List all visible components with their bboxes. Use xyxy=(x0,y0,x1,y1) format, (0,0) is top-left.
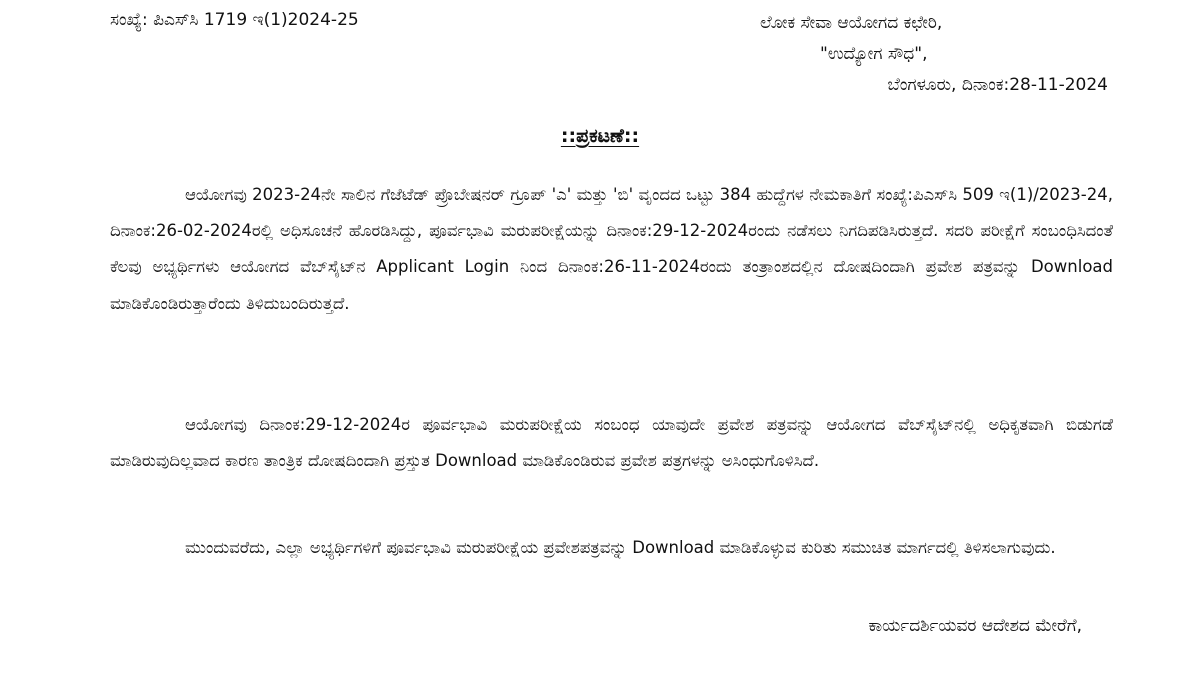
office-building: "ಉದ್ಯೋಗ ಸೌಧ", xyxy=(820,44,928,64)
notice-paragraph-3: ಮುಂದುವರೆದು, ಎಲ್ಲಾ ಅಭ್ಯರ್ಥಿಗಳಿಗೆ ಪೂರ್ವಭಾವಿ ಮರುಪರೀಕ್ಷೆಯ ಪ್ರವೇಶಪತ್ರವನ್ನು Download ಮಾಡಿಕೊಳ್ಳುವ ಕುರಿತು ಸಮುಚಿತ ಮಾರ್ಗದಲ್ಲಿ ತಿಳಿಸಲಾಗುವುದು. xyxy=(185,538,1056,557)
office-address-block xyxy=(748,8,1108,101)
notice-paragraph-1: ಆಯೋಗವು 2023-24ನೇ ಸಾಲಿನ ಗೆಜೆಟೆಡ್ ಪ್ರೊಬೇಷನರ್ ಗ್ರೂಪ್ 'ಎ' ಮತ್ತು 'ಬಿ' ವೃಂದದ ಒಟ್ಟು 384 ಹುದ್ದೆಗಳ ನೇಮಕಾತಿಗೆ ಸಂಖ್ಯೆ:ಪಿಎಸ್‌ಸಿ 509 ಇ(1)/2023-24, ದಿನಾಂಕ:26-02-2024ರಲ್ಲಿ ಅಧಿಸೂಚನೆ ಹೊರಡಿಸಿದ್ದು, ಪೂರ್ವಭಾವಿ ಮರುಪರೀಕ್ಷೆಯನ್ನು ದಿನಾಂಕ:29-12-2024ರಂದು ನಡೆಸಲು ನಿಗದಿಪಡಿಸಿರುತ್ತದೆ. ಸದರಿ ಪರೀಕ್ಷೆಗೆ ಸಂಬಂಧಿಸಿದಂತೆ ಕೆಲವು ಅಭ್ಯರ್ಥಿಗಳು ಆಯೋಗದ ವೆಬ್‌ಸೈಟ್‌ನ Applicant Login ನಿಂದ ದಿನಾಂಕ:26-11-2024ರಂದು ತಂತ್ರಾಂಶದಲ್ಲಿನ ದೋಷದಿಂದಾಗಿ ಪ್ರವೇಶ ಪತ್ರವನ್ನು Download ಮಾಡಿಕೊಂಡಿರುತ್ತಾರೆಂದು ತಿಳಿದುಬಂದಿರುತ್ತದೆ. xyxy=(110,185,1113,313)
reference-number: ಸಂಖ್ಯೆ: ಪಿಎಸ್‌ಸಿ 1719 ಇ(1)2024-25 xyxy=(110,10,359,30)
notice-heading: ::ಪ್ರಕಟಣೆ:: xyxy=(560,125,640,147)
office-name: ಲೋಕ ಸೇವಾ ಆಯೋಗದ ಕಛೇರಿ, xyxy=(760,13,943,33)
notice-paragraph-2: ಆಯೋಗವು ದಿನಾಂಕ:29-12-2024ರ ಪೂರ್ವಭಾವಿ ಮರುಪರೀಕ್ಷೆಯ ಸಂಬಂಧ ಯಾವುದೇ ಪ್ರವೇಶ ಪತ್ರವನ್ನು ಆಯೋಗದ ವೆಬ್‌ಸೈಟ್‌ನಲ್ಲಿ ಅಧಿಕೃತವಾಗಿ ಬಿಡುಗಡೆ ಮಾಡಿರುವುದಿಲ್ಲವಾದ ಕಾರಣ ತಾಂತ್ರಿಕ ದೋಷದಿಂದಾಗಿ ಪ್ರಸ್ತುತ Download ಮಾಡಿಕೊಂಡಿರುವ ಪ್ರವೇಶ ಪತ್ರಗಳನ್ನು ಅಸಿಂಧುಗೊಳಿಸಿದೆ. xyxy=(110,415,1113,471)
place-and-date: ಬೆಂಗಳೂರು, ದಿನಾಂಕ:28-11-2024 xyxy=(887,75,1108,95)
secretary-signoff: ಕಾರ್ಯದರ್ಶಿಯವರ ಆದೇಶದ ಮೇರೆಗೆ, xyxy=(868,616,1082,636)
